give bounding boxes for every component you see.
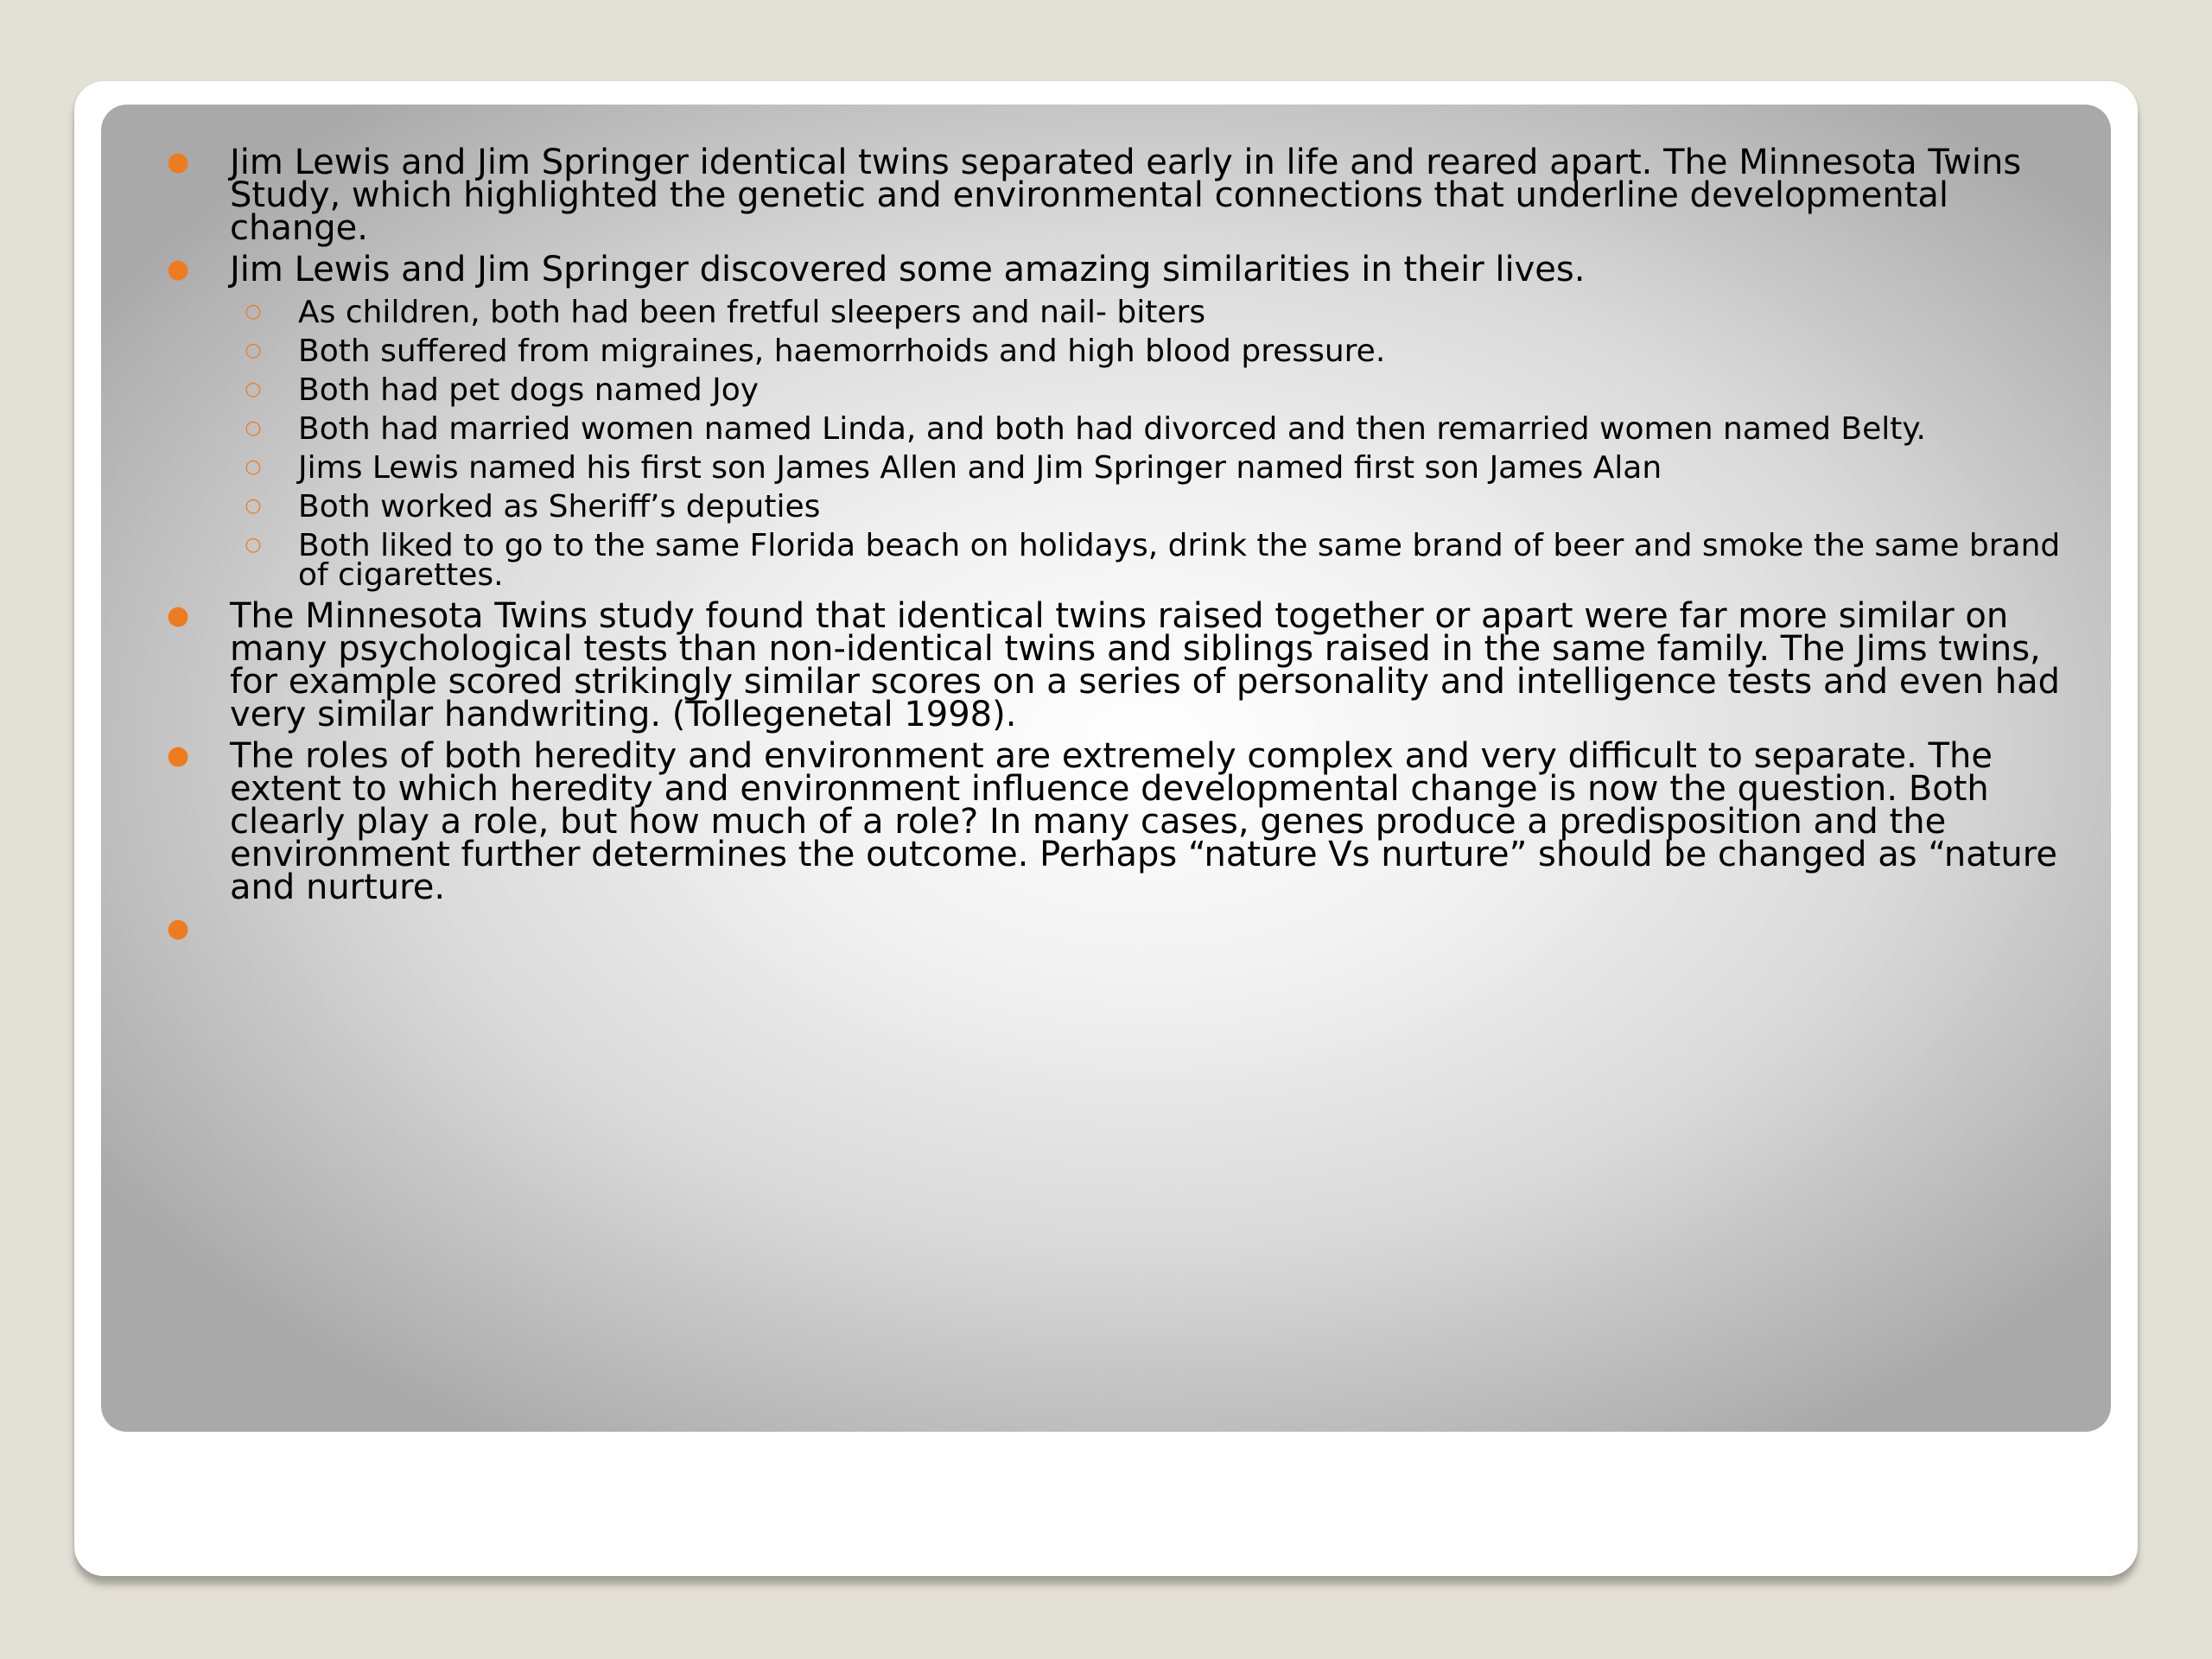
content-panel bbox=[101, 105, 2111, 1432]
sub-bullet-item bbox=[101, 334, 2111, 369]
sub-bullet-text: Jims Lewis named his first son James Allen and Jim Springer named first son James Alan bbox=[298, 450, 1662, 486]
bullet-dot-icon: ● bbox=[167, 147, 190, 177]
bullet-dot-icon: ● bbox=[167, 254, 190, 284]
sub-bullet-text: Both worked as Sheriff’s deputies bbox=[298, 489, 821, 524]
sub-bullet-text: Both had pet dogs named Joy bbox=[298, 372, 760, 408]
sub-bullet-ring-icon: ○ bbox=[245, 495, 262, 517]
bullet-text: Jim Lewis and Jim Springer identical twins separated early in life and reared apart. The Minnesota Twins Study, which highlighted the genetic and environmental connections that underline developmental change. bbox=[230, 143, 2022, 248]
bullet-dot-icon: ● bbox=[167, 601, 190, 631]
sub-bullet-item bbox=[101, 411, 2111, 447]
sub-bullet-text: Both liked to go to the same Florida beach on holidays, drink the same brand of beer and smoke the same brand of cigarettes. bbox=[298, 528, 2061, 593]
sub-bullet-ring-icon: ○ bbox=[245, 534, 262, 556]
sub-bullet-item bbox=[101, 450, 2111, 486]
sub-bullet-text: As children, both had been fretful sleepers and nail- biters bbox=[298, 295, 1206, 330]
bullet-text: The roles of both heredity and environment are extremely complex and very difficult to separate. The extent to which heredity and environment influence developmental change is now the question. Both clearly play a role, but how much of a role? In many cases, genes produce a predisposition and the environment further determines the outcome. Perhaps “nature Vs nurture” should be changed as “nature and nurture. bbox=[230, 736, 2057, 907]
sub-bullet-ring-icon: ○ bbox=[245, 340, 262, 361]
bullet-text: The Minnesota Twins study found that identical twins raised together or apart were far more similar on many psychological tests than non-identical twins and siblings raised in the same family. The Jims twins, for example scored strikingly similar scores on a series of personality and intelligence tests and even had very similar handwriting. (Tollegenetal 1998). bbox=[230, 596, 2061, 734]
bullet-dot-icon: ● bbox=[167, 741, 190, 771]
bullet-item-twins-intro bbox=[101, 143, 2111, 248]
sub-bullet-item bbox=[101, 528, 2111, 593]
bullet-list bbox=[101, 143, 2111, 944]
sub-bullet-ring-icon: ○ bbox=[245, 301, 262, 322]
sub-bullet-text: Both suffered from migraines, haemorrhoids and high blood pressure. bbox=[298, 334, 1386, 369]
bullet-item-similarities bbox=[101, 250, 2111, 289]
sub-bullet-list bbox=[101, 295, 2111, 593]
sub-bullet-ring-icon: ○ bbox=[245, 417, 262, 439]
sub-bullet-ring-icon: ○ bbox=[245, 456, 262, 478]
sub-bullet-item bbox=[101, 489, 2111, 524]
sub-bullet-item bbox=[101, 372, 2111, 408]
sub-bullet-text: Both had married women named Linda, and both had divorced and then remarried women named Belty. bbox=[298, 411, 1926, 447]
bullet-item-heredity-environment bbox=[101, 736, 2111, 907]
bullet-text: Jim Lewis and Jim Springer discovered some amazing similarities in their lives. bbox=[230, 250, 1586, 289]
sub-bullet-group bbox=[101, 295, 2111, 593]
bullet-item-study-findings bbox=[101, 596, 2111, 734]
bullet-dot-icon: ● bbox=[167, 913, 190, 944]
sub-bullet-ring-icon: ○ bbox=[245, 378, 262, 400]
sub-bullet-item bbox=[101, 295, 2111, 330]
